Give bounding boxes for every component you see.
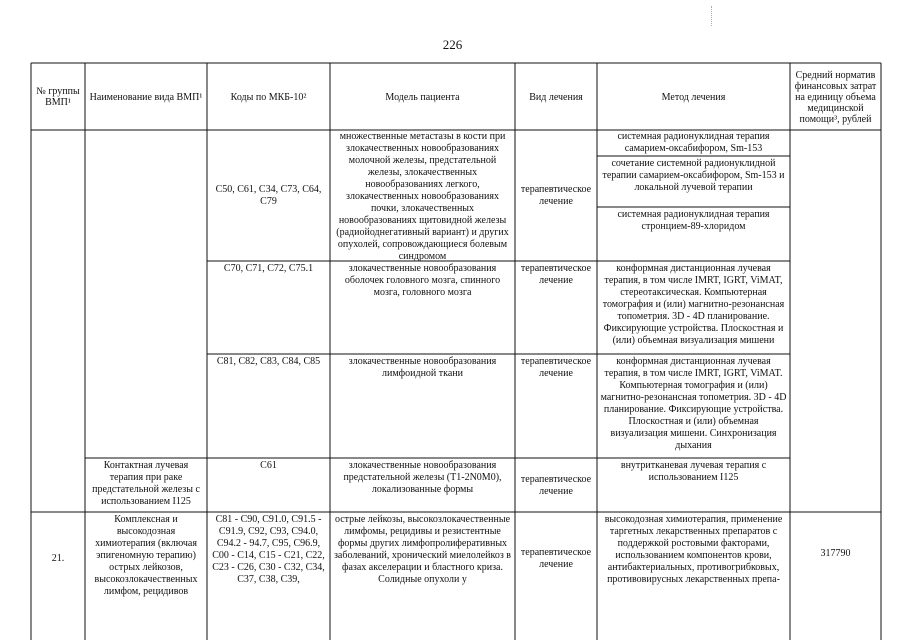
r2-type: терапевтическое лечение [520,263,592,286]
r4-name: Контактная лучевая терапия при раке предстательной железы с использованием I125 [92,460,200,507]
r5-group: 21. [51,553,65,564]
r5-cost: 317790 [820,548,851,559]
header-mkb-codes: Коды по МКБ-10² [230,91,307,103]
r1-method-3: системная радионуклидная терапия стронцием-89-хлоридом [617,209,770,232]
r2-codes: C70, C71, C72, C75.1 [223,263,314,274]
header-cost-norm: Средний норматив финансовых затрат на единицу объема медицинской помощи³, рублей [794,69,877,125]
r4-model: злокачественные новообразования предстательной железы (T1-2N0M0), локализованные формы [343,460,502,495]
r2-model: злокачественные новообразования оболочек головного мозга, спинного мозга, головного мозга [344,263,501,298]
header-treatment-method: Метод лечения [661,91,726,103]
r1-type: терапевтическое лечение [520,184,592,207]
r1-method-1: системная радионуклидная терапия самарием-оксабифором, Sm-153 [617,131,770,154]
r5-model: острые лейкозы, высокозлокачественные лимфомы, рецидивы и резистентные формы других лимфопролиферативных заболеваний, хронический миелолейкоз в фазах акселерации и бластного криза. Солидные опухоли у [333,514,512,585]
r4-codes: C61 [260,460,277,471]
r3-type: терапевтическое лечение [520,356,592,379]
r5-method: высокодозная химиотерапия, применение таргетных лекарственных препаратов с поддержкой ростовыми факторами, использованием компонентов крови, антибактериальных, противогрибковых, противовирусных лекарственных препа- [604,514,783,585]
r1-codes: C50, C61, C34, C73, C64, C79 [215,184,322,207]
page-number: 226 [442,37,463,52]
r3-codes: C81, C82, C83, C84, C85 [216,356,321,367]
r3-model: злокачественные новообразования лимфоидной ткани [348,356,497,379]
r1-method-2: сочетание системной радионуклидной терапии самарием-оксабифором, Sm-153 и локальной лучевой терапии [602,158,785,193]
r5-codes: C81 - C90, C91.0, C91.5 - C91.9, C92, C93, C94.0, C94.2 - 94.7, C95, C96.9, C00 - C14, C15 - C21, C22, C23 - C26, C30 - C32, C34, C37, C38, C39, [212,514,325,585]
r5-name: Комплексная и высокодозная химиотерапия (включая эпигеномную терапию) острых лейкозов, высокозлокачественных лимфом, рецидивов [94,514,198,597]
r3-method: конформная дистанционная лучевая терапия, в том числе IMRT, IGRT, ViMAT. Компьютерная томография и (или) магнитно-резонансная топометрия. 3D - 4D планирование. Фиксирующие устройства. Плоскостная и (или) объемная визуализация мишени. Синхронизация дыхания [600,356,787,451]
r1-model: множественные метастазы в кости при злокачественных новообразованиях молочной железы, предстательной железы, злокачественных новообразованиях легкого, злокачественных новообразованиях почки, злокачественных новообразованиях щитовидной железы (радиойоднегативный вариант) и других опухолей, сопровождающиеся болевым синдромом [336,131,509,261]
r5-type: терапевтическое лечение [520,547,592,570]
r2-method: конформная дистанционная лучевая терапия, в том числе IMRT, IGRT, ViMAT, стереотаксическая. Компьютерная томография и (или) магнитно-резонансная топометрия. 3D - 4D планирование. Фиксирующие устройства. Плоскостная и (или) объемная визуализация мишени [602,263,785,346]
scan-artifact [711,6,713,26]
header-vmp-name: Наименование вида ВМП¹ [89,91,203,103]
header-patient-model: Модель пациента [385,91,460,103]
header-group-no: № группы ВМП¹ [36,86,80,108]
r4-method: внутритканевая лучевая терапия с использованием I125 [620,460,767,483]
header-treatment-type: Вид лечения [529,91,583,103]
r4-type: терапевтическое лечение [520,474,592,497]
